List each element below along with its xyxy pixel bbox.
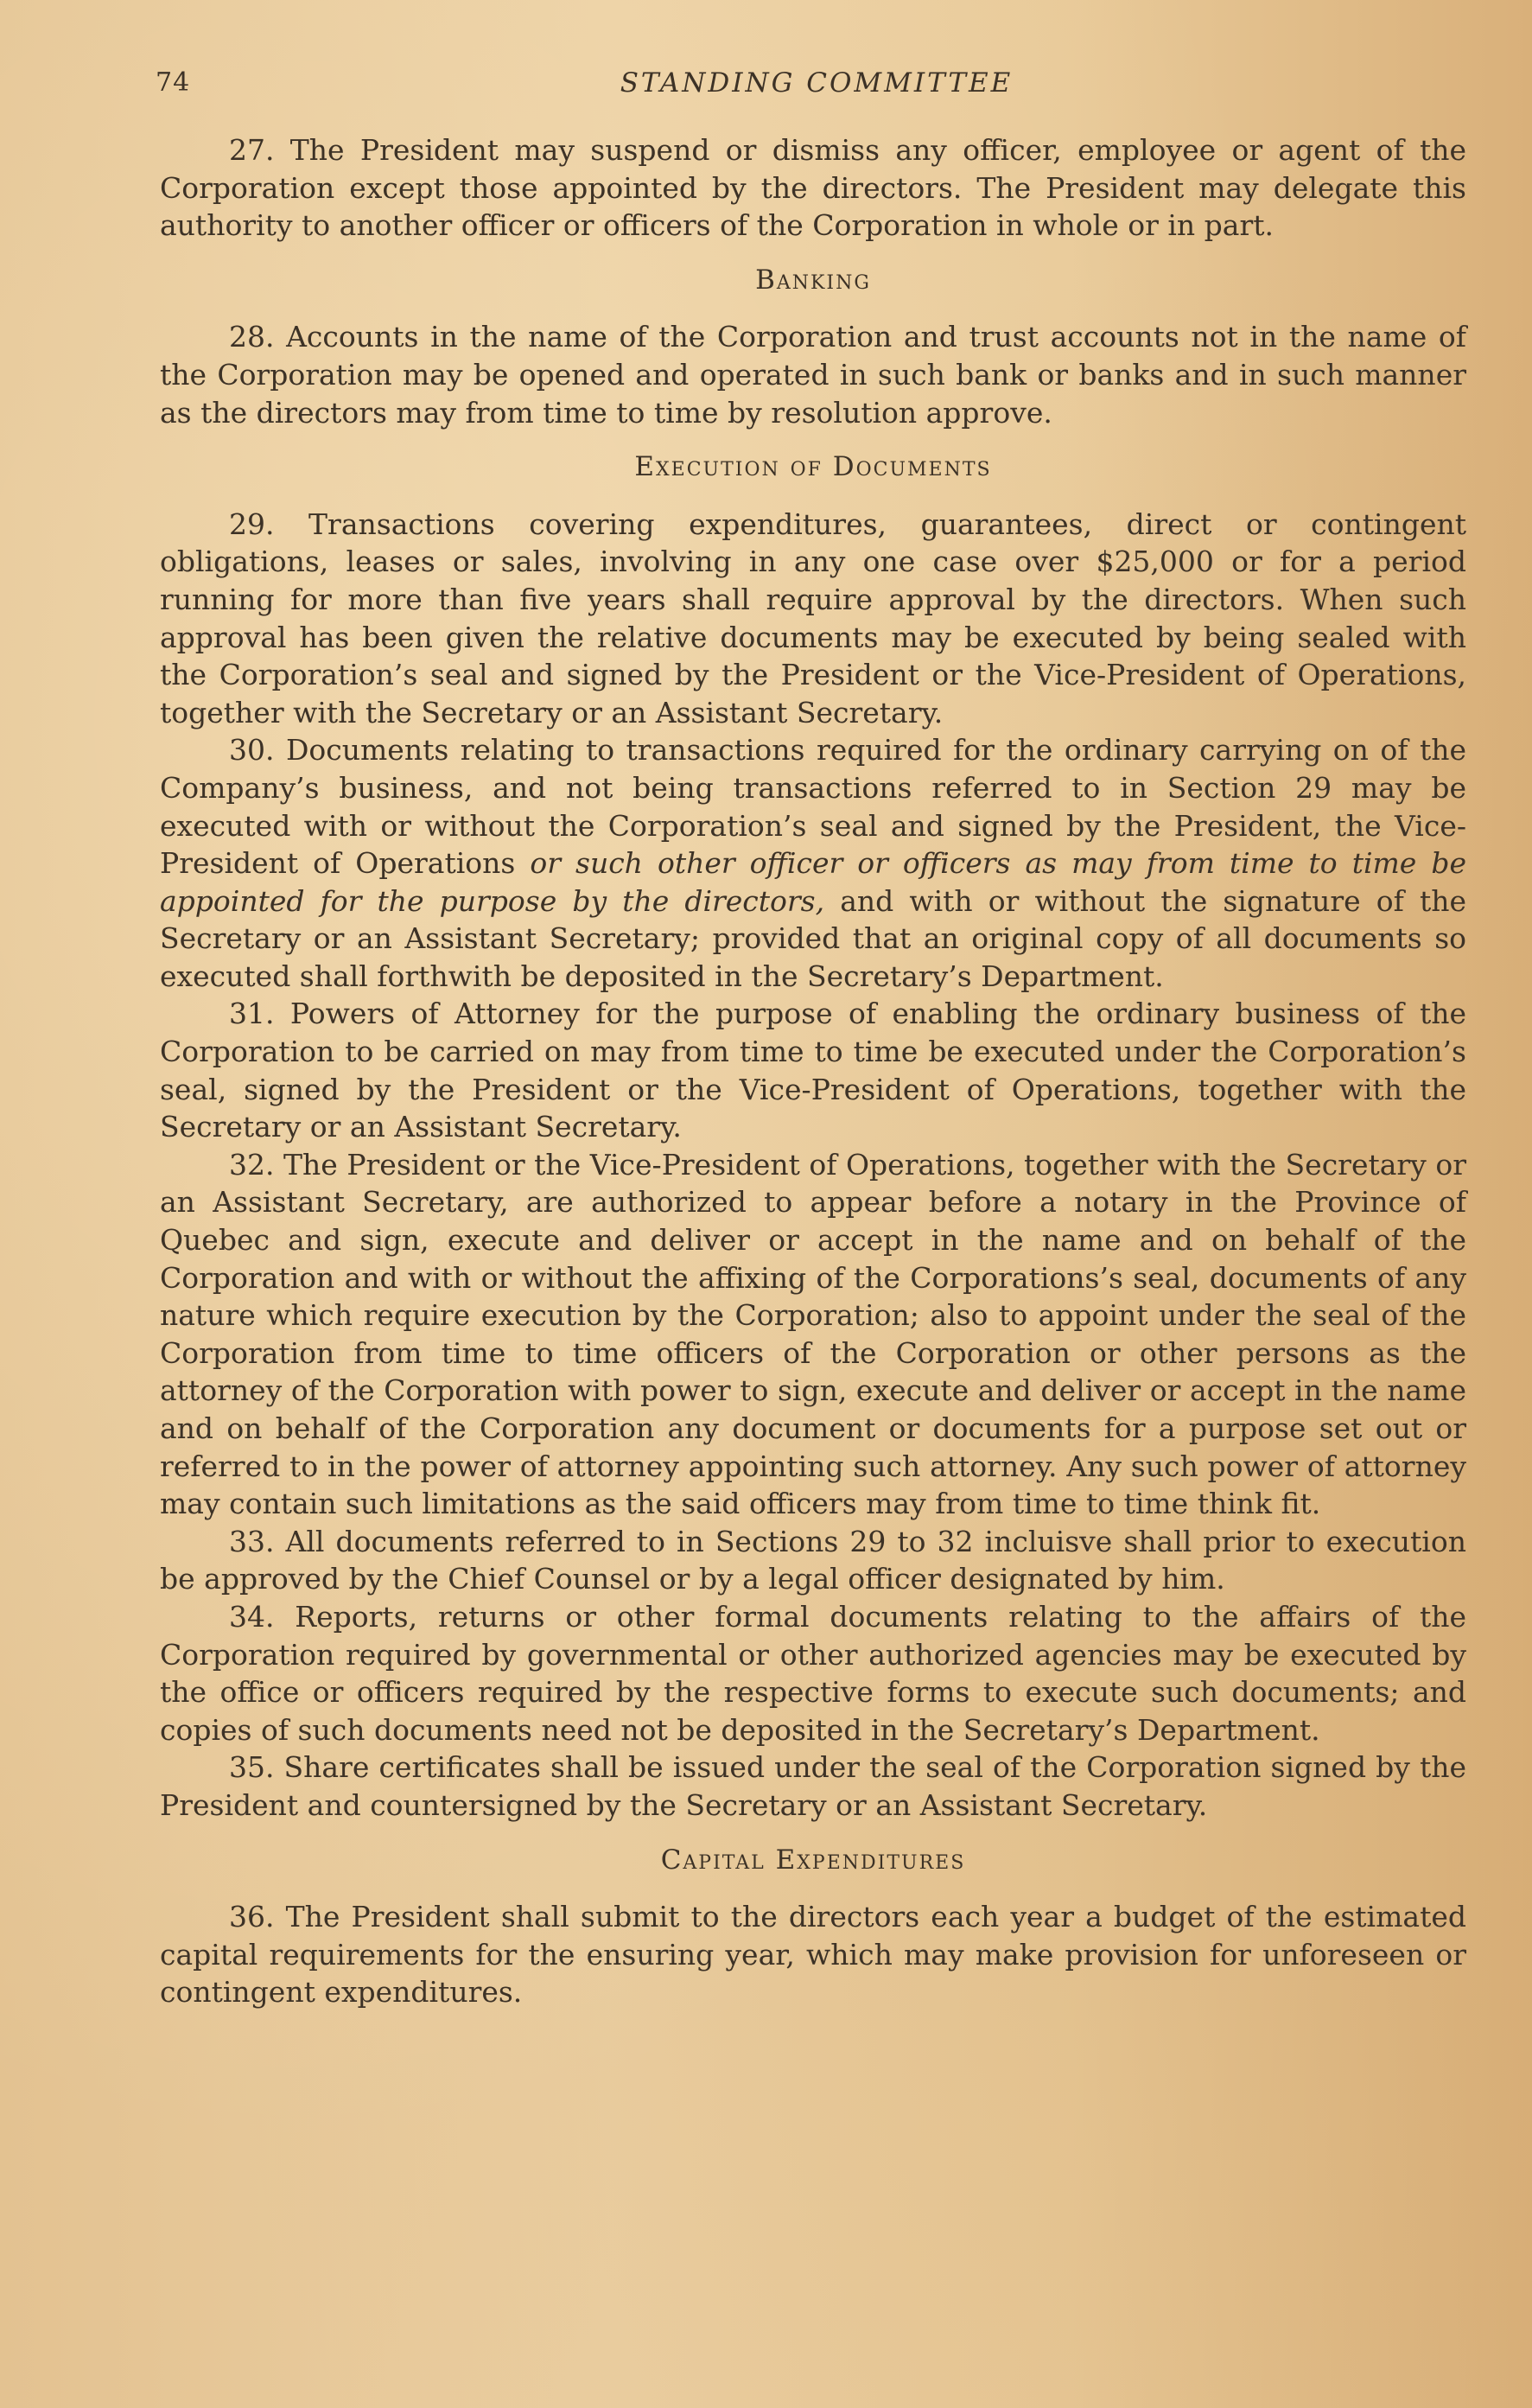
paragraph-34: 34. Reports, returns or other formal documents relating to the affairs of the Corporation required by governmental or other authorized agencies may be executed by the office or officers required by the respective forms to execute such documents; and copies of such documents need not be deposited in the Secretary’s Department.	[160, 1599, 1466, 1747]
paragraph-27: 27. The President may suspend or dismiss any officer, employee or agent of the Corporation except those appointed by the directors. The President may delegate this authority to another officer or officers of the Corporation in whole or in part.	[160, 133, 1466, 243]
running-head-title: STANDING COMMITTEE	[620, 67, 1014, 99]
paragraph-35: 35. Share certificates shall be issued under the seal of the Corporation signed by the President and countersigned by the Secretary or an Assistant Secretary.	[160, 1750, 1466, 1822]
paragraph-28: 28. Accounts in the name of the Corporation and trust accounts not in the name of the Corporation may be opened and operated in such bank or banks and in such manner as the directors may from time to time by resolution approve.	[160, 320, 1466, 430]
body-text	[160, 131, 1466, 2011]
paragraph-30-part-a: 30. Documents relating to transactions required for the ordinary carrying on of the Company’s business, and not being transactions referred to in Section 29 may be executed with or without the Corporation’s seal and signed by the President, the Vice-President of Operations	[160, 733, 1466, 881]
page-number: 74	[156, 67, 191, 98]
heading-execution-of-documents: Execution of Documents	[634, 451, 992, 483]
heading-capital-expenditures: Capital Expenditures	[660, 1844, 966, 1876]
paragraph-33: 33. All documents referred to in Sections 29 to 32 incluisve shall prior to execution be approved by the Chief Counsel or by a legal officer designated by him.	[160, 1524, 1466, 1596]
paragraph-31: 31. Powers of Attorney for the purpose of enabling the ordinary business of the Corporation to be carried on may from time to time be executed under the Corporation’s seal, signed by the President or the Vice-President of Operations, together with the Secretary or an Assistant Secretary.	[160, 997, 1466, 1144]
paragraph-29: 29. Transactions covering expenditures, guarantees, direct or contingent obligations, leases or sales, involving in any one case over $25,000 or for a period running for more than five years shall require approval by the directors. When such approval has been given the relative documents may be executed by being sealed with the Corporation’s seal and signed by the President or the Vice-President of Operations, together with the Secretary or an Assistant Secretary.	[160, 506, 1466, 729]
paragraph-30	[160, 731, 1466, 995]
paragraph-36: 36. The President shall submit to the directors each year a budget of the estimated capital requirements for the ensuring year, which may make provision for unforeseen or contingent expenditures.	[160, 1900, 1466, 2010]
paragraph-30-part-b: and with or without the signature of the Secretary or an Assistant Secretary; provided that an original copy of all documents so executed shall forthwith be deposited in the Secretary’s Department.	[160, 883, 1466, 993]
heading-banking: Banking	[755, 264, 871, 296]
paragraph-32: 32. The President or the Vice-President of Operations, together with the Secretary or an Assistant Secretary, are authorized to appear before a notary in the Province of Quebec and sign, execute and deliver or accept in the name and on behalf of the Corporation and with or without the affixing of the Corporations’s seal, documents of any nature which require execution by the Corporation; also to appoint under the seal of the Corporation from time to time officers of the Corporation or other persons as the attorney of the Corporation with power to sign, execute and deliver or accept in the name and on behalf of the Corporation any document or documents for a purpose set out or referred to in the power of attorney appointing such attorney. Any such power of attorney may contain such limitations as the said officers may from time to time think fit.	[160, 1147, 1466, 1521]
running-head	[156, 67, 1478, 111]
paragraph-30-italic-part: or such other officer or officers as may from time to time be appointed for the purpose by the directors,	[160, 846, 1467, 918]
